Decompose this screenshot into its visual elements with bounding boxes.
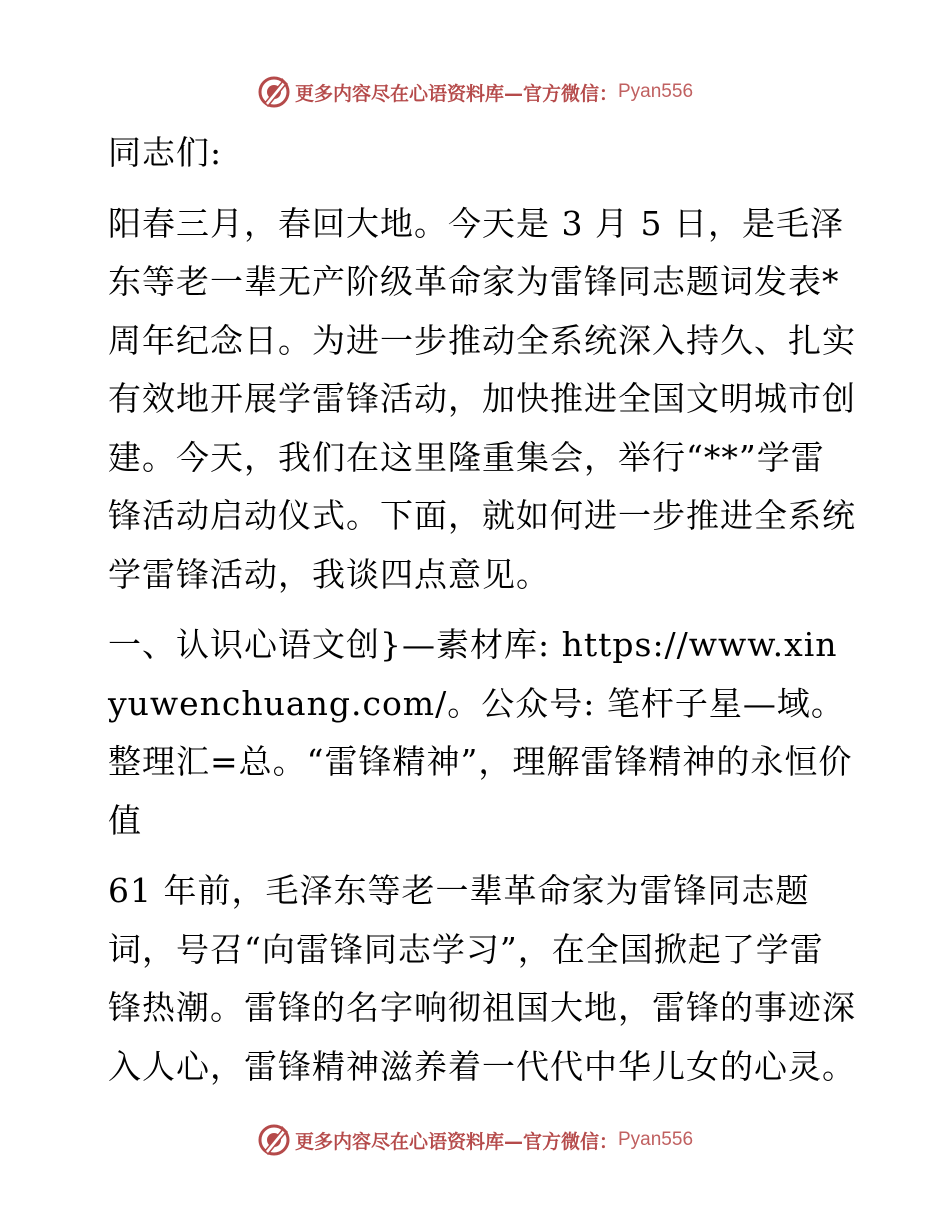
paragraph-section-one-heading: 一、认识心语文创}—素材库: https://www.xinyuwenchuang.com/。公众号: 笔杆子星—域。整理汇=总。“雷锋精神”，理解雷锋精神的永恒价值 (108, 625, 853, 840)
paragraph-history: 61 年前，毛泽东等老一辈革命家为雷锋同志题词，号召“向雷锋同志学习”，在全国掀起了学雷锋热潮。雷锋的名字响彻祖国大地，雷锋的事迹深入人心，雷锋精神滋养着一代代中华儿女的心灵。 (108, 871, 856, 1086)
watermark-text: 更多内容尽在心语资料库—官方微信： (294, 1130, 618, 1153)
paragraph-intro: 阳春三月，春回大地。今天是 3 月 5 日，是毛泽东等老一辈无产阶级革命家为雷锋同志题词发表*周年纪念日。为进一步推动全系统深入持久、扎实有效地开展学雷锋活动，加快推进全国文明城市创建。今天，我们在这里隆重集会，举行“**”学雷锋活动启动仪式。下面，就如何进一步推进全系统学雷锋活动，我谈四点意见。 (108, 203, 856, 594)
header-watermark (0, 72, 950, 112)
salutation: 同志们: (108, 133, 223, 172)
document-body (96, 124, 856, 1108)
quill-seal-logo-icon (257, 75, 291, 109)
quill-seal-logo-icon (257, 1123, 291, 1157)
watermark-text: 更多内容尽在心语资料库—官方微信： (294, 82, 618, 105)
watermark-contact: Pyan556 (618, 1129, 694, 1150)
footer-watermark (0, 1120, 950, 1160)
watermark-contact: Pyan556 (618, 81, 694, 102)
